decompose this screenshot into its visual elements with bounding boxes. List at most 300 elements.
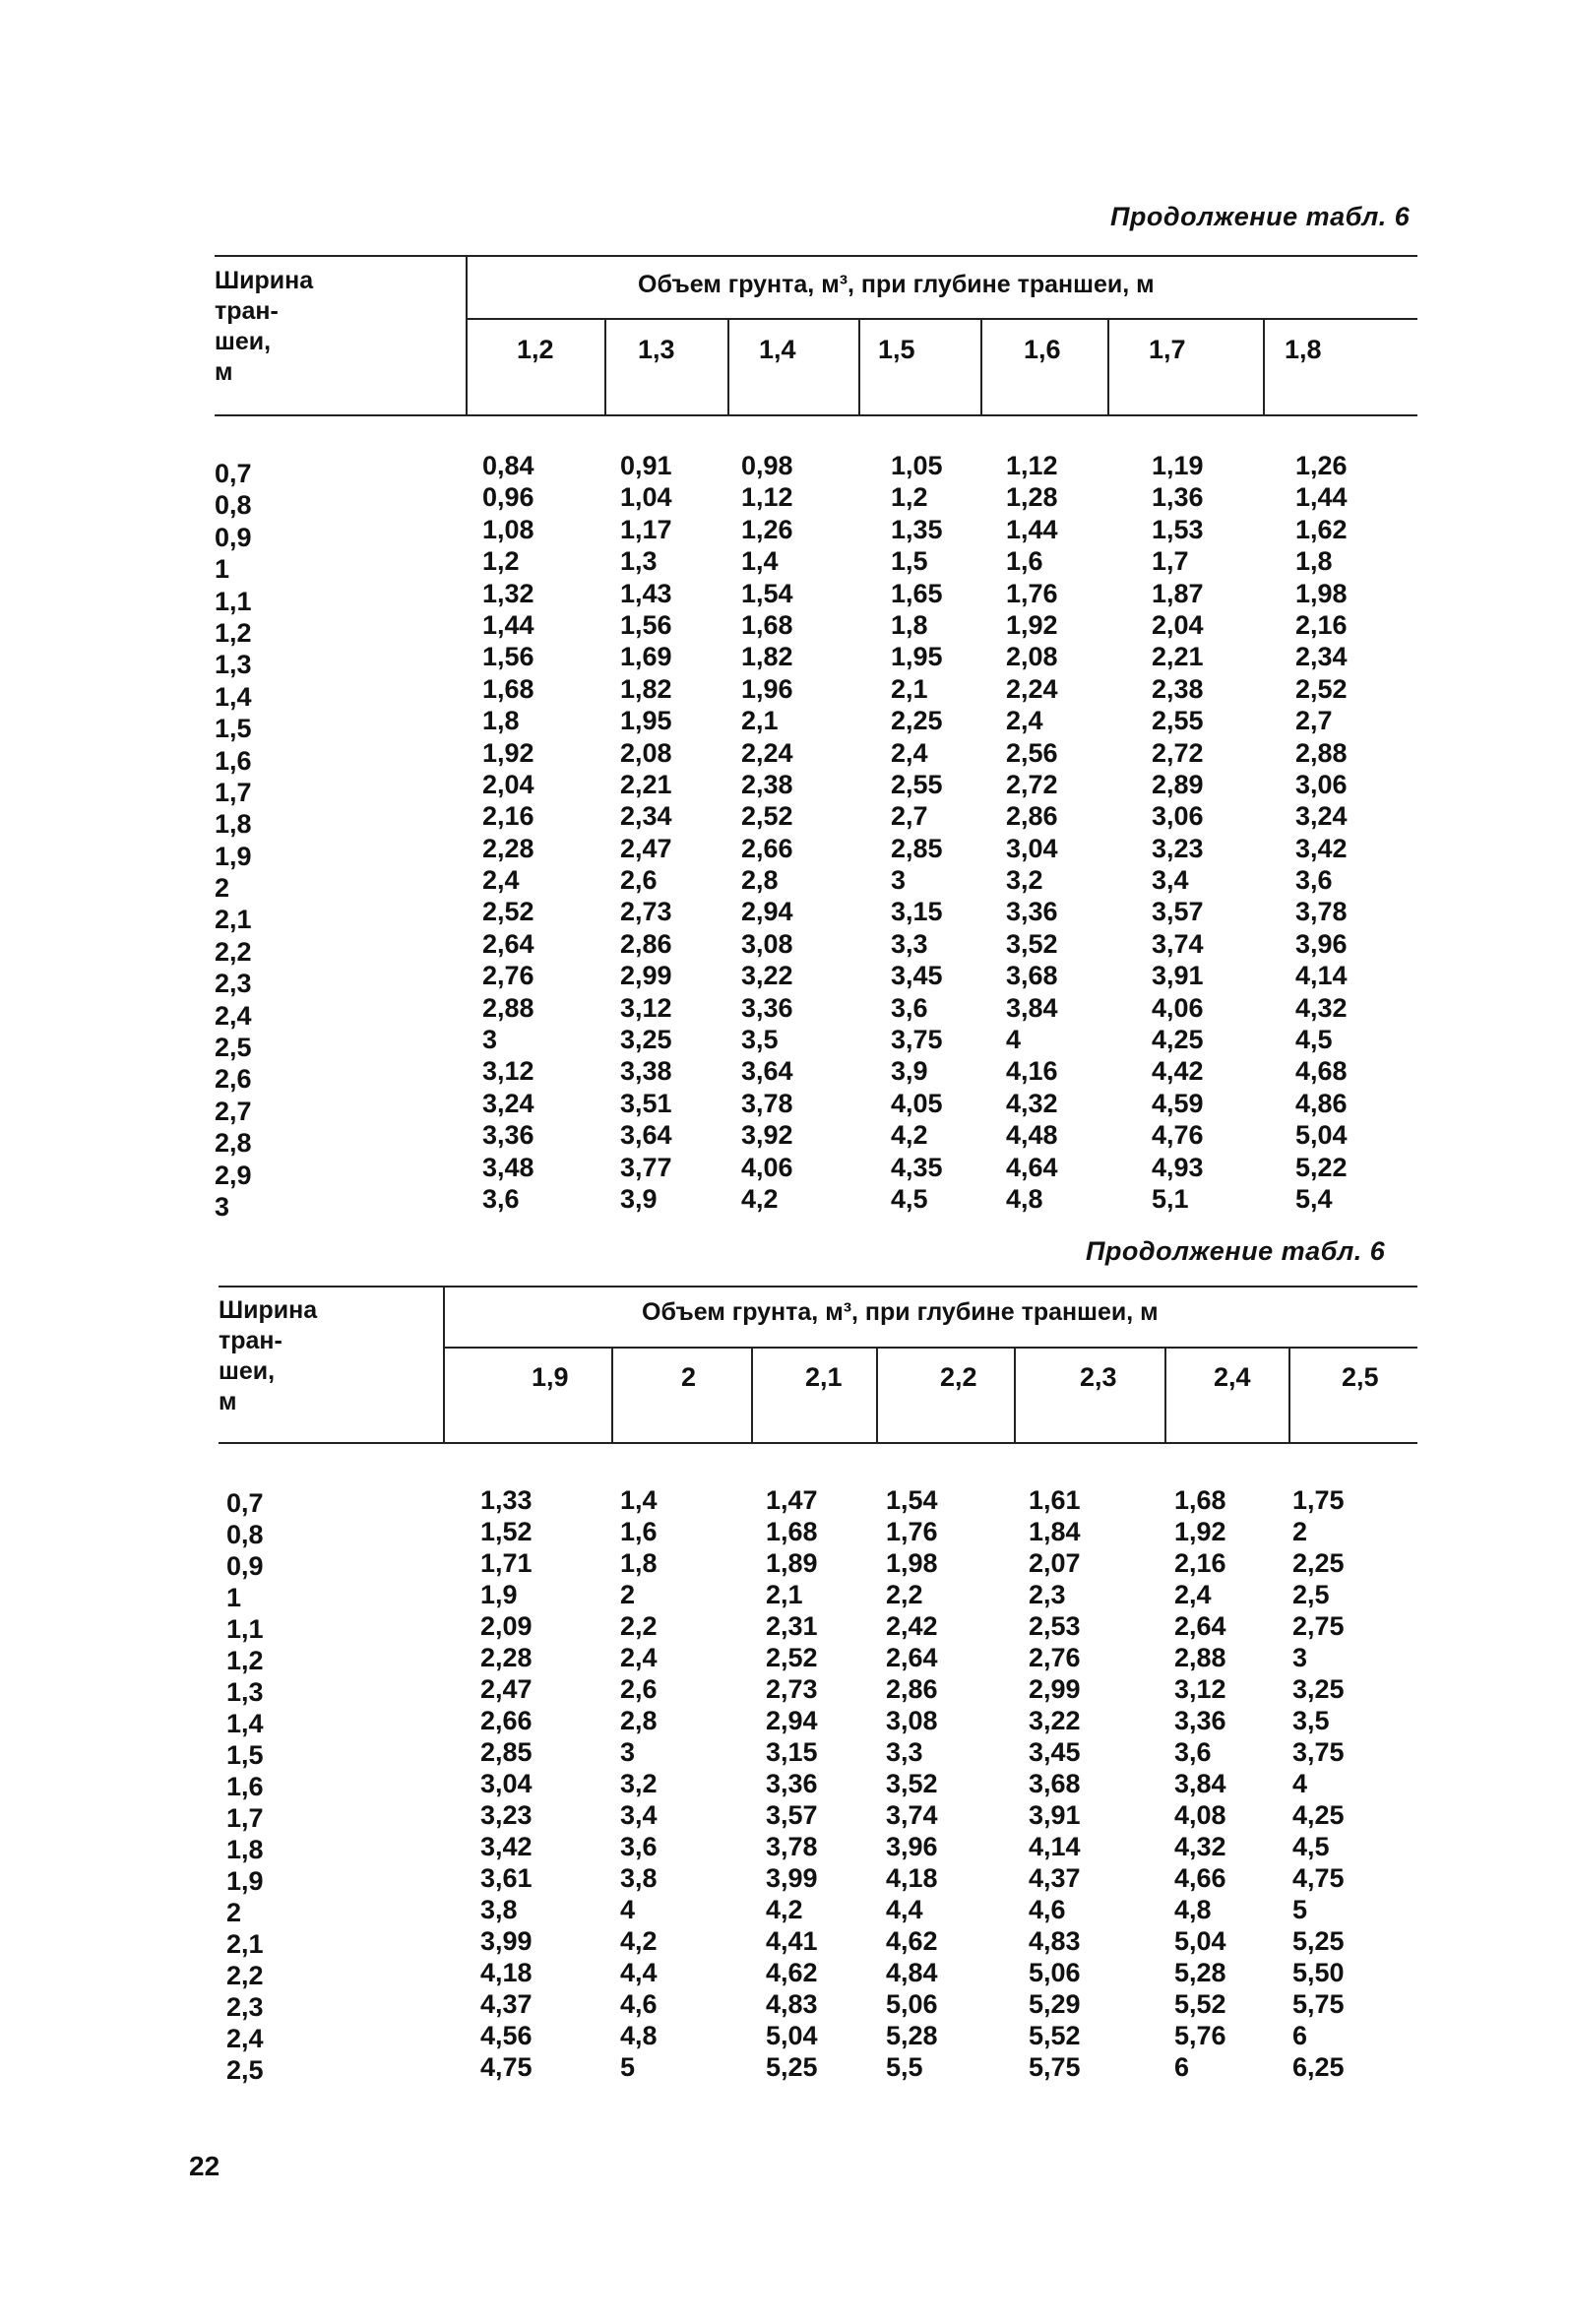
- table1-group-rule: [466, 318, 1417, 320]
- table2-group-header: Объем грунта, м³, при глубине траншеи, м: [642, 1298, 1159, 1326]
- table-cell: 4,62: [886, 1926, 938, 1956]
- table-cell: 2,66: [480, 1706, 533, 1735]
- table1-col-divider: [604, 320, 606, 414]
- table-cell: 3,36: [1006, 897, 1058, 927]
- table-cell: 3,6: [620, 1832, 658, 1861]
- table1-stub-header: Ширина тран- шеи, м: [215, 267, 314, 386]
- table-cell: 2,99: [620, 961, 672, 991]
- table-cell: 4,76: [1152, 1120, 1204, 1151]
- table-cell: 5,52: [1174, 1989, 1226, 2019]
- table-cell: 3,84: [1006, 992, 1058, 1023]
- table-cell: 1,76: [1006, 578, 1058, 608]
- table-cell: 1,3: [226, 1677, 264, 1707]
- table2-header-bottom-rule: [219, 1442, 1417, 1444]
- table-cell: 1,69: [620, 642, 672, 672]
- table-cell: 2,52: [766, 1643, 818, 1672]
- table-cell: 3,36: [1174, 1706, 1226, 1735]
- table-cell: 2,9: [215, 1160, 252, 1190]
- table-cell: 3,36: [766, 1769, 818, 1798]
- table-cell: 1: [215, 554, 230, 585]
- table-cell: 1,61: [1029, 1485, 1081, 1515]
- table-cell: 2,7: [1295, 706, 1333, 736]
- table-cell: 3,2: [1006, 865, 1043, 896]
- table-cell: 4,5: [1292, 1832, 1330, 1861]
- table-cell: 3,84: [1174, 1769, 1226, 1798]
- table-cell: 2,88: [482, 992, 534, 1023]
- table1-values-column: [620, 450, 672, 1215]
- table-cell: 2,86: [1006, 801, 1058, 832]
- table-cell: 2,89: [1152, 769, 1204, 799]
- table-cell: 3,06: [1152, 801, 1204, 832]
- table-cell: 3,23: [480, 1800, 533, 1830]
- table-cell: 1,92: [1006, 609, 1058, 640]
- table-cell: 4,2: [741, 1183, 779, 1214]
- table-cell: 4,32: [1295, 992, 1348, 1023]
- table-cell: 3,48: [482, 1152, 534, 1182]
- table-cell: 4,83: [1029, 1926, 1081, 1956]
- table2-top-rule: [219, 1286, 1417, 1288]
- table-cell: 1,92: [482, 737, 534, 768]
- table2-values-column: [766, 1484, 818, 2083]
- table-cell: 5: [620, 2052, 636, 2082]
- table-cell: 1,1: [226, 1614, 264, 1644]
- table-cell: 2,72: [1006, 769, 1058, 799]
- table-cell: 2,25: [1292, 1548, 1345, 1578]
- table-cell: 3,04: [1006, 833, 1058, 863]
- table-cell: 1,33: [480, 1485, 533, 1515]
- table-cell: 3,42: [480, 1832, 533, 1861]
- table-cell: 3,78: [741, 1088, 793, 1118]
- table-cell: 3,57: [766, 1800, 818, 1830]
- table-cell: 1,44: [1006, 514, 1058, 544]
- table-cell: 2,76: [482, 961, 534, 991]
- table-cell: 1,75: [1292, 1485, 1345, 1515]
- table-cell: 3,99: [480, 1926, 533, 1956]
- table-cell: 3,22: [1029, 1706, 1081, 1735]
- table-cell: 1,35: [891, 514, 943, 544]
- table-cell: 1,56: [482, 642, 534, 672]
- table-cell: 4,64: [1006, 1152, 1058, 1182]
- table2-depth-header: 2,4: [1214, 1362, 1251, 1392]
- table-cell: 3,15: [766, 1737, 818, 1767]
- table-cell: 2,4: [1006, 706, 1043, 736]
- table-cell: 1,32: [482, 578, 534, 608]
- table-cell: 3,8: [480, 1895, 518, 1924]
- table-cell: 2,86: [886, 1674, 938, 1704]
- table-cell: 1,6: [1006, 546, 1043, 577]
- table1-top-rule: [215, 255, 1417, 257]
- table-cell: 0,98: [741, 451, 793, 480]
- table-cell: 4,86: [1295, 1088, 1348, 1118]
- table-cell: 5,25: [766, 2052, 818, 2082]
- table-cell: 1,6: [226, 1772, 264, 1801]
- table-cell: 1,2: [215, 617, 252, 648]
- table-cell: 3,77: [620, 1152, 672, 1182]
- table-cell: 3,91: [1029, 1800, 1081, 1830]
- table-cell: 2,88: [1174, 1643, 1226, 1672]
- table-cell: 4: [1006, 1025, 1022, 1055]
- table-cell: 2,5: [1292, 1580, 1330, 1609]
- table-cell: 2,42: [886, 1611, 938, 1641]
- table-cell: 2: [1292, 1517, 1308, 1546]
- table-cell: 2,94: [741, 897, 793, 927]
- table1-depth-header: 1,3: [638, 335, 675, 364]
- table-cell: 2,55: [891, 769, 943, 799]
- table-cell: 1,54: [886, 1485, 938, 1515]
- table-cell: 4,75: [480, 2052, 533, 2082]
- table-cell: 1,6: [620, 1517, 658, 1546]
- table-cell: 2,88: [1295, 737, 1348, 768]
- table-cell: 4,56: [480, 2021, 533, 2050]
- table-cell: 2,73: [766, 1674, 818, 1704]
- table-cell: 5,75: [1029, 2052, 1081, 2082]
- table-cell: 2,3: [1029, 1580, 1066, 1609]
- table-cell: 4,37: [1029, 1863, 1081, 1893]
- table-cell: 0,8: [215, 490, 252, 521]
- table-cell: 3,52: [1006, 928, 1058, 959]
- table-cell: 4,14: [1029, 1832, 1081, 1861]
- table-cell: 3,23: [1152, 833, 1204, 863]
- table-cell: 3,52: [886, 1769, 938, 1798]
- table-cell: 4,6: [1029, 1895, 1066, 1924]
- table2-values-column: [1174, 1484, 1226, 2083]
- table-cell: 0,96: [482, 482, 534, 513]
- table-cell: 1,4: [226, 1709, 264, 1738]
- table-cell: 5: [1292, 1895, 1308, 1924]
- table-cell: 5,5: [886, 2052, 923, 2082]
- table2-depth-header: 2: [681, 1362, 697, 1392]
- table-cell: 1,44: [482, 609, 534, 640]
- table2-values-column: [1292, 1484, 1345, 2083]
- table-cell: 4,66: [1174, 1863, 1226, 1893]
- table-cell: 4,06: [1152, 992, 1204, 1023]
- table-cell: 3,08: [886, 1706, 938, 1735]
- table-cell: 2,6: [215, 1064, 252, 1095]
- table-cell: 2,8: [620, 1706, 658, 1735]
- table-cell: 3,64: [620, 1120, 672, 1151]
- table1-values-column: [1152, 450, 1204, 1215]
- table-cell: 5,1: [1152, 1183, 1189, 1214]
- table-cell: 1,5: [891, 546, 928, 577]
- table1-stub-divider: [466, 257, 468, 414]
- table1-values-column: [1006, 450, 1058, 1215]
- table-cell: 2,7: [215, 1096, 252, 1126]
- table-cell: 3,74: [1152, 928, 1204, 959]
- table-cell: 2,76: [1029, 1643, 1081, 1672]
- table-cell: 2,31: [766, 1611, 818, 1641]
- table-cell: 2,3: [215, 969, 252, 999]
- table-cell: 4,2: [766, 1895, 803, 1924]
- table-cell: 1,04: [620, 482, 672, 513]
- table-cell: 2: [226, 1898, 242, 1927]
- table-cell: 4,06: [741, 1152, 793, 1182]
- table-cell: 4,62: [766, 1958, 818, 1987]
- table1-depth-header: 1,4: [759, 335, 796, 364]
- table-cell: 4,93: [1152, 1152, 1204, 1182]
- table-cell: 2,85: [891, 833, 943, 863]
- table-cell: 3,08: [741, 928, 793, 959]
- table-cell: 2,2: [226, 1961, 264, 1990]
- table1-values-column: [1295, 450, 1348, 1215]
- table2-caption: Продолжение табл. 6: [1086, 1236, 1386, 1266]
- table-cell: 4,41: [766, 1926, 818, 1956]
- table2-values-column: [1029, 1484, 1081, 2083]
- table-cell: 4,83: [766, 1989, 818, 2019]
- table-cell: 3,3: [891, 928, 928, 959]
- table-cell: 1,95: [620, 706, 672, 736]
- table-cell: 5,4: [1295, 1183, 1333, 1214]
- table-cell: 2,2: [215, 936, 252, 967]
- table-cell: 3,4: [620, 1800, 658, 1830]
- table-cell: 2,1: [891, 673, 928, 704]
- table-cell: 3,2: [620, 1769, 658, 1798]
- table1-col-divider: [727, 320, 729, 414]
- table-cell: 3: [1292, 1643, 1308, 1672]
- table1-col-divider: [1263, 320, 1265, 414]
- table2-values-column: [620, 1484, 658, 2083]
- table-cell: 3,24: [482, 1088, 534, 1118]
- table-cell: 1,47: [766, 1485, 818, 1515]
- table-cell: 4,42: [1152, 1056, 1204, 1087]
- table-cell: 1,98: [1295, 578, 1348, 608]
- table2-col-divider: [1164, 1349, 1166, 1442]
- table1-depth-header: 1,2: [517, 335, 554, 364]
- table-cell: 5,04: [1174, 1926, 1226, 1956]
- table-cell: 3,96: [886, 1832, 938, 1861]
- table-cell: 6: [1292, 2021, 1308, 2050]
- table-cell: 2,5: [226, 2055, 264, 2085]
- table2-col-divider: [1014, 1349, 1016, 1442]
- table-cell: 0,91: [620, 451, 672, 480]
- table-cell: 4,14: [1295, 961, 1348, 991]
- table2-col-divider: [611, 1349, 613, 1442]
- table-cell: 2,66: [741, 833, 793, 863]
- table-cell: 3,75: [891, 1025, 943, 1055]
- table-cell: 1,1: [215, 586, 252, 616]
- table-cell: 1,9: [480, 1580, 518, 1609]
- table-cell: 5,29: [1029, 1989, 1081, 2019]
- table1-col-divider: [858, 320, 860, 414]
- table-cell: 6,25: [1292, 2052, 1345, 2082]
- table-cell: 1,54: [741, 578, 793, 608]
- table-cell: 3,38: [620, 1056, 672, 1087]
- table-cell: 2,86: [620, 928, 672, 959]
- table-cell: 0,84: [482, 451, 534, 480]
- table-cell: 3,6: [1174, 1737, 1212, 1767]
- table-cell: 3,42: [1295, 833, 1348, 863]
- table1-values-column: [891, 450, 943, 1215]
- table-cell: 0,9: [215, 522, 252, 552]
- table-cell: 3,9: [620, 1183, 658, 1214]
- table-cell: 2,24: [741, 737, 793, 768]
- table-cell: 2,24: [1006, 673, 1058, 704]
- table-cell: 1,3: [620, 546, 658, 577]
- table-cell: 1,68: [1174, 1485, 1226, 1515]
- table-cell: 4,32: [1174, 1832, 1226, 1861]
- table-cell: 3,3: [886, 1737, 923, 1767]
- table-cell: 1,12: [741, 482, 793, 513]
- table-cell: 3,91: [1152, 961, 1204, 991]
- table-cell: 1,2: [482, 546, 520, 577]
- table-cell: 1,8: [215, 809, 252, 840]
- table-cell: 2,6: [620, 1674, 658, 1704]
- table2-values-column: [480, 1484, 533, 2083]
- table-cell: 1,52: [480, 1517, 533, 1546]
- table-cell: 1,5: [226, 1740, 264, 1770]
- table-cell: 1,68: [741, 609, 793, 640]
- table-cell: 1,92: [1174, 1517, 1226, 1546]
- table-cell: 3,45: [891, 961, 943, 991]
- table-cell: 3: [620, 1737, 636, 1767]
- table-cell: 2,4: [891, 737, 928, 768]
- table-cell: 1,44: [1295, 482, 1348, 513]
- table2-depth-header: 2,2: [940, 1362, 977, 1392]
- table-cell: 5,75: [1292, 1989, 1345, 2019]
- table2-col-divider: [1288, 1349, 1290, 1442]
- table-cell: 3,99: [766, 1863, 818, 1893]
- table-cell: 2,56: [1006, 737, 1058, 768]
- table-cell: 2,28: [480, 1643, 533, 1672]
- table-cell: 4,18: [480, 1958, 533, 1987]
- table-cell: 1,68: [766, 1517, 818, 1546]
- table-cell: 1,28: [1006, 482, 1058, 513]
- table-cell: 4,8: [620, 2021, 658, 2050]
- table-cell: 2,4: [226, 2024, 264, 2053]
- table-cell: 2,64: [482, 928, 534, 959]
- table1-header-bottom-rule: [215, 414, 1417, 416]
- table-cell: 2,38: [741, 769, 793, 799]
- table-cell: 1,7: [1152, 546, 1189, 577]
- table-cell: 5,28: [886, 2021, 938, 2050]
- table-cell: 1,8: [226, 1835, 264, 1864]
- table-cell: 3,15: [891, 897, 943, 927]
- table-cell: 2,16: [482, 801, 534, 832]
- table-cell: 4: [620, 1895, 636, 1924]
- table-cell: 5,04: [1295, 1120, 1348, 1151]
- table-cell: 2,64: [886, 1643, 938, 1672]
- table-cell: 2,55: [1152, 706, 1204, 736]
- table-cell: 2,09: [480, 1611, 533, 1641]
- table-cell: 1,5: [215, 714, 252, 744]
- table1-col-divider: [980, 320, 982, 414]
- table-cell: 2,52: [741, 801, 793, 832]
- table-cell: 1,2: [226, 1646, 264, 1675]
- table-cell: 4,37: [480, 1989, 533, 2019]
- table-cell: 3,78: [1295, 897, 1348, 927]
- table-cell: 1,62: [1295, 514, 1348, 544]
- table-cell: 2,53: [1029, 1611, 1081, 1641]
- table2-stub-header: Ширина тран- шеи, м: [219, 1296, 318, 1415]
- table-cell: 4,5: [1295, 1025, 1333, 1055]
- table-cell: 1,3: [215, 650, 252, 680]
- table-cell: 2,7: [891, 801, 928, 832]
- table-cell: 1,8: [620, 1548, 658, 1578]
- page-number: 22: [189, 2151, 220, 2181]
- table-cell: 1,8: [1295, 546, 1333, 577]
- table-cell: 5,52: [1029, 2021, 1081, 2050]
- table2-depth-header: 2,1: [805, 1362, 843, 1392]
- table-cell: 3,68: [1006, 961, 1058, 991]
- table-cell: 3,6: [891, 992, 928, 1023]
- table-cell: 1: [226, 1583, 242, 1612]
- table-cell: 1,26: [741, 514, 793, 544]
- table-cell: 2,1: [741, 706, 779, 736]
- table-cell: 4,05: [891, 1088, 943, 1118]
- table-cell: 3,36: [741, 992, 793, 1023]
- table-cell: 1,26: [1295, 451, 1348, 480]
- table-cell: 2,72: [1152, 737, 1204, 768]
- table-cell: 2,5: [215, 1033, 252, 1063]
- table-cell: 2,08: [620, 737, 672, 768]
- table-cell: 2,34: [620, 801, 672, 832]
- table-cell: 4,4: [886, 1895, 923, 1924]
- table-cell: 4,84: [886, 1958, 938, 1987]
- table-cell: 3,12: [620, 992, 672, 1023]
- table-cell: 3,25: [620, 1025, 672, 1055]
- table2-width-column: [226, 1487, 264, 2086]
- table-cell: 0,8: [226, 1520, 264, 1549]
- table-cell: 1,95: [891, 642, 943, 672]
- table-cell: 2,2: [620, 1611, 658, 1641]
- table-cell: 2,38: [1152, 673, 1204, 704]
- table-cell: 3,92: [741, 1120, 793, 1151]
- table-cell: 4,59: [1152, 1088, 1204, 1118]
- table2-stub-divider: [443, 1288, 445, 1442]
- table2-values-column: [886, 1484, 938, 2083]
- table-cell: 1,87: [1152, 578, 1204, 608]
- table-cell: 3,22: [741, 961, 793, 991]
- table-cell: 4,5: [891, 1183, 928, 1214]
- table1-depth-header: 1,8: [1285, 335, 1322, 364]
- table-cell: 1,4: [741, 546, 779, 577]
- table-cell: 3,06: [1295, 769, 1348, 799]
- table-cell: 1,53: [1152, 514, 1204, 544]
- table1-group-header: Объем грунта, м³, при глубине траншеи, м: [638, 271, 1155, 298]
- table-cell: 2,94: [766, 1706, 818, 1735]
- table-cell: 1,19: [1152, 451, 1204, 480]
- table-cell: 2,47: [620, 833, 672, 863]
- table-cell: 3,61: [480, 1863, 533, 1893]
- table-cell: 2,08: [1006, 642, 1058, 672]
- table-cell: 2: [215, 873, 230, 904]
- table1-col-divider: [1107, 320, 1109, 414]
- table-cell: 4,08: [1174, 1800, 1226, 1830]
- table-cell: 2: [620, 1580, 636, 1609]
- table-cell: 2,1: [226, 1929, 264, 1959]
- table-cell: 2,75: [1292, 1611, 1345, 1641]
- table-cell: 3,5: [1292, 1706, 1330, 1735]
- table1-depth-header: 1,5: [878, 335, 915, 364]
- table-cell: 3,6: [482, 1183, 520, 1214]
- table-cell: 3,25: [1292, 1674, 1345, 1704]
- table-cell: 3,96: [1295, 928, 1348, 959]
- table-cell: 2,99: [1029, 1674, 1081, 1704]
- table-cell: 2,34: [1295, 642, 1348, 672]
- table1-depth-header: 1,6: [1024, 335, 1061, 364]
- table-cell: 0,7: [226, 1488, 264, 1518]
- table-cell: 1,36: [1152, 482, 1204, 513]
- table-cell: 1,82: [620, 673, 672, 704]
- table-cell: 1,43: [620, 578, 672, 608]
- table-cell: 2,8: [215, 1128, 252, 1159]
- table-cell: 2,1: [766, 1580, 803, 1609]
- table-cell: 3,57: [1152, 897, 1204, 927]
- table-cell: 2,8: [741, 865, 779, 896]
- table-cell: 4,4: [620, 1958, 658, 1987]
- table-cell: 1,84: [1029, 1517, 1081, 1546]
- table-cell: 1,9: [215, 841, 252, 871]
- table-cell: 0,7: [215, 459, 252, 488]
